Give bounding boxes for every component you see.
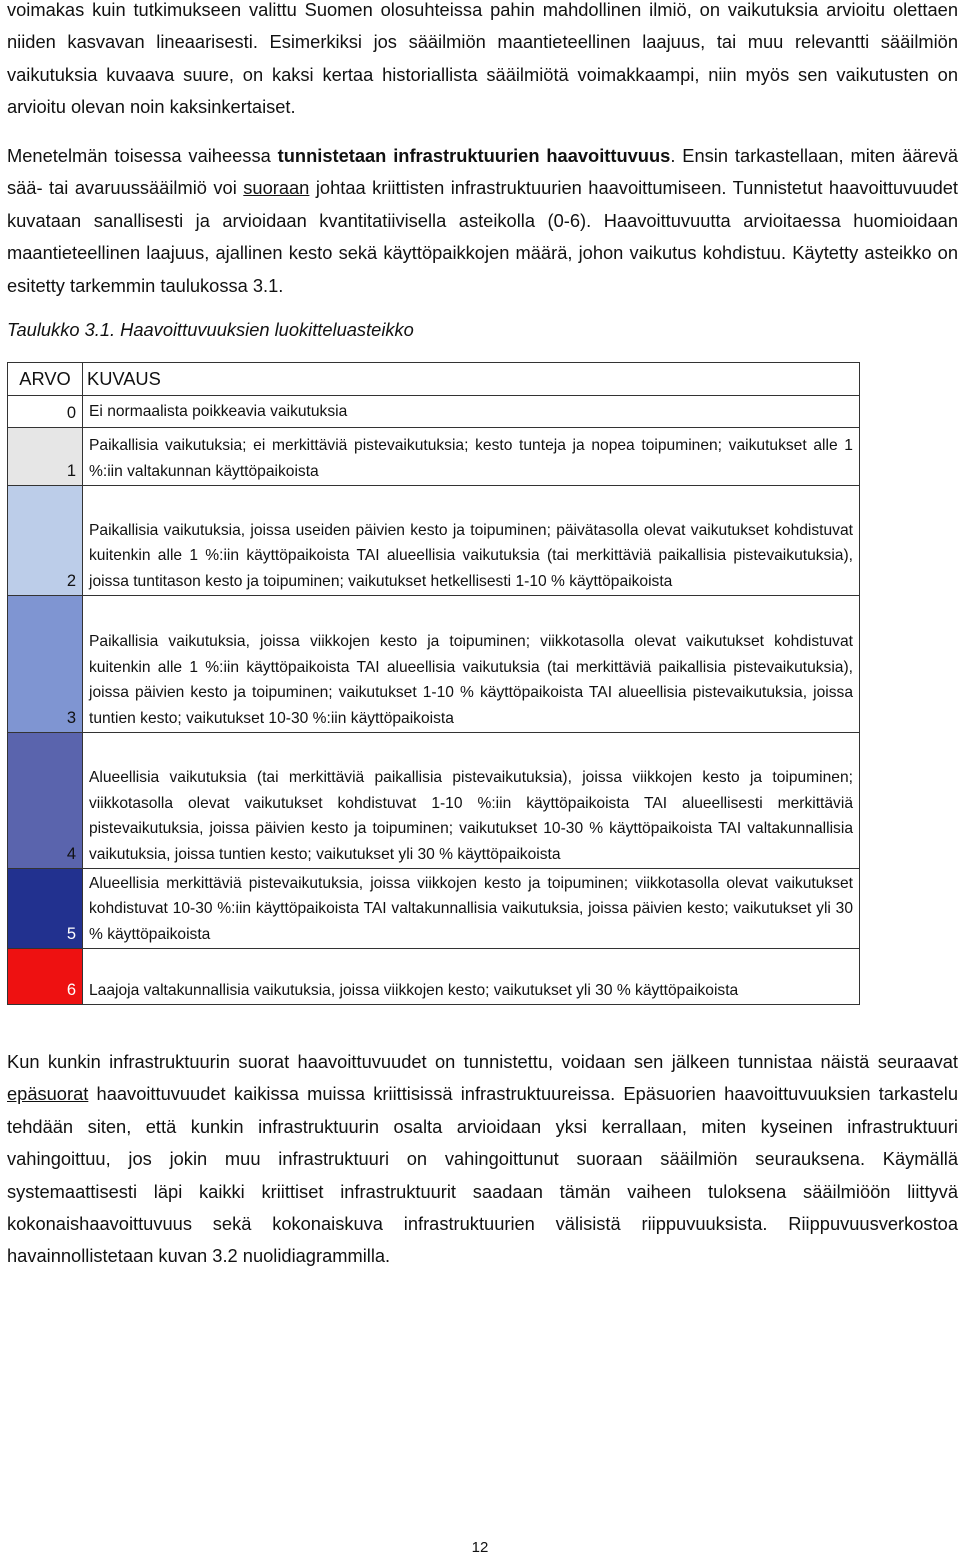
text-run: voimakas kuin tutkimukseen valittu Suomen olosuhteissa pahin mahdollinen ilmiö, on vaikutuksia arvioitu olettaen niiden kasvavan lineaarisesti. Esimerkiksi jos sääilmiön maantieteellinen laajuus, tai muu relevantti sääilmiön vaikutuksia kuvaava suure, on kaksi kertaa historiallista sääilmiötä voimakkaampi, niin myös sen vaikutusten on arvioitu olevan noin kaksinkertaiset. [7,0,958,118]
text-run: Menetelmän toisessa vaiheessa [7,145,278,166]
scale-value-cell: 6 [8,949,83,1005]
text-run: . Ensin tarkastellaan, miten äärevä sää- tai avaruussääilmiö voi [7,145,958,199]
vulnerability-scale-table [7,362,860,1005]
scale-description-cell: Paikallisia vaikutuksia, joissa useiden päivien kesto ja toipuminen; päivätasolla olevat vaikutukset kohdistuvat kuitenkin alle 1 %:iin käyttöpaikoista TAI alueellisia vaikutuksia (tai merkittäviä paikallisia pistevaikutuksia), joissa tuntitason kesto ja toipuminen; vaikutukset hetkellisesti 1-10 % käyttöpaikoista [83,486,860,596]
text-run: haavoittuvuudet kaikissa muissa kriittisissä infrastruktuureissa. Epäsuorien haavoittuvuuksien tarkastelu tehdään siten, että kunkin infrastruktuurin osalta arvioidaan yksi kerrallaan, miten kyseinen infrastruktuuri vahingoittuu, jos jokin muu infrastruktuuri on vahingoittunut suoraan sääilmiön seurauksena. Käymällä systemaattisesti läpi kaikki kriittiset infrastruktuurit saadaan tämän vaiheen tuloksena sääilmiöön liittyvä kokonaishaavoittuvuus sekä kokonaiskuva infrastruktuurien välisistä riippuvuuksista. Riippuvuusverkostoa havainnollistetaan kuvan 3.2 nuolidiagrammilla. [7,1083,958,1267]
table-row [8,949,860,1005]
scale-value-cell: 0 [8,396,83,428]
scale-value-cell: 4 [8,733,83,869]
table-row [8,396,860,428]
table-caption: Taulukko 3.1. Haavoittuvuuksien luokitteluasteikko [7,319,414,340]
text-run: Kun kunkin infrastruktuurin suorat haavoittuvuudet on tunnistettu, voidaan sen jälkeen tunnistaa näistä seuraavat [7,1051,958,1072]
scale-description-cell: Alueellisia merkittäviä pistevaikutuksia, joissa viikkojen kesto ja toipuminen; viikkotasolla olevat vaikutukset kohdistuvat 10-30 %:iin käyttöpaikoista TAI valtakunnallisia vaikutuksia, joissa päivien kesto; vaikutukset yli 30 % käyttöpaikoista [83,869,860,949]
bold-text: tunnistetaan infrastruktuurien haavoittuvuus [277,145,671,166]
underlined-text: epäsuorat [7,1083,89,1105]
scale-description-cell: Paikallisia vaikutuksia; ei merkittäviä pistevaikutuksia; kesto tunteja ja nopea toipuminen; vaikutukset alle 1 %:iin valtakunnan käyttöpaikoista [83,428,860,486]
paragraph-2 [7,140,958,302]
table-row [8,428,860,486]
paragraph-3 [7,1046,958,1273]
text-run: johtaa kriittisten infrastruktuurien haavoittumiseen. Tunnistetut haavoittuvuudet kuvataan sanallisesti ja arvioidaan kvantitatiivisella asteikolla (0-6). Haavoittuvuutta arvioitaessa huomioidaan maantieteellinen laajuus, ajallinen kesto sekä käyttöpaikkojen määrä, johon vaikutus kohdistuu. Käytetty asteikko on esitetty tarkemmin taulukossa 3.1. [7,177,958,296]
table-row [8,733,860,869]
table-row [8,596,860,733]
table-row [8,486,860,596]
header-value: ARVO [8,363,83,396]
scale-value-cell: 5 [8,869,83,949]
scale-description-cell: Laajoja valtakunnallisia vaikutuksia, joissa viikkojen kesto; vaikutukset yli 30 % käyttöpaikoista [83,949,860,1005]
underlined-text: suoraan [243,177,310,199]
scale-value-cell: 2 [8,486,83,596]
scale-description-cell: Paikallisia vaikutuksia, joissa viikkojen kesto ja toipuminen; viikkotasolla olevat vaikutukset kohdistuvat kuitenkin alle 1 %:iin käyttöpaikoista TAI alueellisia vaikutuksia (tai merkittäviä paikallisia pistevaikutuksia), joissa päivien kesto ja toipuminen; vaikutukset 1-10 % käyttöpaikoista TAI alueellisia pistevaikutuksia, joissa tuntien kesto; vaikutukset 10-30 %:iin käyttöpaikoista [83,596,860,733]
table-header-row [8,363,860,396]
header-description: KUVAUS [83,363,860,396]
page-number: 12 [471,1539,489,1556]
paragraph-1 [7,0,958,124]
scale-value-cell: 3 [8,596,83,733]
scale-description-cell: Ei normaalista poikkeavia vaikutuksia [83,396,860,428]
table-row [8,869,860,949]
scale-description-cell: Alueellisia vaikutuksia (tai merkittäviä paikallisia pistevaikutuksia), joissa viikkojen kesto ja toipuminen; viikkotasolla olevat vaikutukset kohdistuvat 1-10 %:iin käyttöpaikoista TAI alueellisesti merkittäviä pistevaikutuksia, joissa päivien kesto ja toipuminen; vaikutukset 10-30 % käyttöpaikoista TAI valtakunnallisia vaikutuksia, joissa tuntien kesto; vaikutukset yli 30 % käyttöpaikoista [83,733,860,869]
scale-value-cell: 1 [8,428,83,486]
